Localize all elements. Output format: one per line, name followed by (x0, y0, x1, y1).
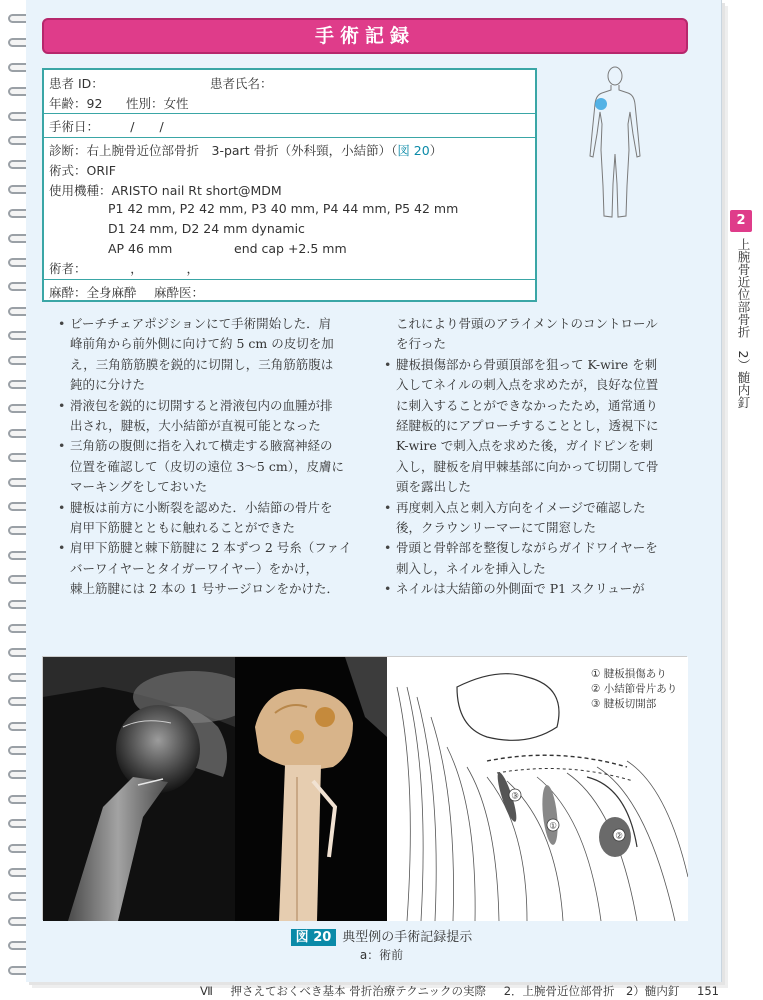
xray-image (43, 657, 235, 921)
record-section-patient (44, 70, 535, 114)
figure-panel (42, 656, 687, 920)
text-line: 出され，腱板，大小結節が直視可能となった (70, 418, 321, 434)
surgery-record-box (42, 68, 537, 302)
legend-item-3: ③ 腱板切開部 (591, 698, 657, 710)
diagram-marker-1: ① (549, 821, 557, 832)
text-line: • ネイルは大結節の外側面で P1 スクリューが (384, 579, 684, 599)
text-line: バーワイヤーとタイガーワイヤー）をかけ， (70, 560, 319, 576)
patient-id: 患者 ID： (49, 76, 104, 91)
patient-sex: 性別：女性 (126, 96, 189, 111)
text-line: 肩甲下筋腱とともに触れることができた (70, 520, 296, 536)
text-line: 頭を露出した (396, 479, 472, 495)
text-line: • 滑液包を鋭的に切開すると滑液包内の血腫が排 (58, 396, 358, 416)
diagnosis-text: 診断：右上腕骨近位部骨折 3-part 骨折（外科頸，小結節）（ (49, 143, 398, 158)
footer-part-number: Ⅶ (200, 984, 213, 998)
marked-shoulder (595, 98, 607, 110)
footer-part-title: 押さえておくべき基本 骨折治療テクニックの実際 (230, 984, 487, 998)
diagram-marker-3: ③ (511, 791, 519, 802)
ct-3d-image (235, 657, 387, 921)
anesthesiologist: 麻酔医： (154, 285, 205, 300)
record-section-anesthesia (44, 280, 535, 302)
text-line: K-wire で刺入点を求めた後，ガイドピンを刺 (396, 438, 653, 454)
text-line: 鈍的に分けた (70, 377, 146, 393)
record-section-details (44, 138, 535, 280)
text-line: に刺入することができなかったため，通常通り (396, 397, 659, 413)
figure-link[interactable]: 図 20 (397, 143, 430, 158)
text-line: 峰前角から前外側に向けて約 5 cm の皮切を加 (70, 336, 334, 352)
text-line: 入してネイルの刺入点を求めたが，良好な位置 (396, 377, 659, 393)
text-line: • 骨頭と骨幹部を整復しながらガイドワイヤーを (384, 538, 684, 558)
text-line: 入し，腱板を肩甲棘基部に向かって切開して骨 (396, 458, 659, 474)
section-title: 手術記録 (314, 25, 415, 47)
text-line: • 腱板は前方に小断裂を認めた．小結節の骨片を (58, 498, 358, 518)
text-line: 位置を確認して（皮切の遠位 3～5 cm），皮膚に (70, 458, 344, 474)
legend-item-1: ① 腱板損傷あり (591, 668, 667, 680)
page-number: 151 (697, 984, 719, 998)
figure-caption (0, 926, 763, 945)
procedure: 術式：ORIF (49, 163, 116, 178)
device: 使用機種：ARISTO nail Rt short@MDM (49, 183, 282, 198)
diagnosis (49, 141, 442, 159)
text-line: 経腱板的にアプローチすることとし，透視下に (396, 418, 659, 434)
text-column-left (58, 314, 358, 600)
device-line-3b: end cap +2.5 mm (234, 241, 347, 256)
surgery-date: 手術日： / / (49, 119, 164, 134)
body-outline-figure (580, 64, 650, 224)
patient-age: 年齢：92 (49, 96, 103, 111)
text-line: • 三角筋の腹側に指を入れて横走する腋窩神経の (58, 436, 358, 456)
record-section-date (44, 114, 535, 138)
patient-name: 患者氏名： (210, 76, 273, 91)
schematic-diagram (387, 657, 688, 921)
text-column-right (384, 314, 684, 600)
page-footer (200, 983, 733, 999)
text-line: 刺入し，ネイルを挿入した (396, 560, 546, 576)
text-line: 後，クラウンリーマーにて開窓した (396, 520, 597, 536)
legend-item-2: ② 小結節骨片あり (591, 683, 678, 695)
text-line: • 肩甲下筋腱と棘下筋腱に 2 本ずつ 2 号糸（ファイ (58, 538, 358, 558)
text-line: • ビーチチェアポジションにて手術開始した．肩 (58, 314, 358, 334)
figure-caption-text: 典型例の手術記録提示 (342, 930, 473, 945)
figure-subcaption: a：術前 (359, 948, 404, 962)
text-line: これにより骨頭のアライメントのコントロール (396, 316, 658, 331)
text-line: • 腱板損傷部から骨頭頂部を狙って K-wire を刺 (384, 355, 684, 375)
section-header (42, 18, 688, 54)
device-line-2: D1 24 mm, D2 24 mm dynamic (108, 221, 305, 236)
footer-chapter: 2．上腕骨近位部骨折 2）髄内釘 (503, 984, 680, 998)
chapter-tab: 2 (730, 210, 752, 232)
diagnosis-end: ） (429, 143, 443, 158)
diagram-marker-2: ② (615, 831, 623, 842)
chapter-side-label: 上腕骨近位部骨折 2）髄内釘 (736, 238, 751, 409)
text-line: 棘上筋腱には 2 本の 1 号サージロンをかけた． (70, 581, 340, 597)
text-line: マーキングをしておいた (70, 479, 208, 495)
text-line: え，三角筋筋膜を鋭的に切開し，三角筋筋腹は (70, 356, 334, 372)
surgeon: 術者： ， ， (49, 261, 200, 276)
text-line: を行った (396, 336, 447, 352)
figure-number: 図 20 (291, 929, 337, 946)
diagram-legend (591, 667, 677, 712)
device-line-1: P1 42 mm, P2 42 mm, P3 40 mm, P4 44 mm, P5 42 mm (108, 201, 459, 216)
anesthesia: 麻酔：全身麻酔 (49, 285, 137, 300)
text-line: • 再度刺入点と刺入方向をイメージで確認した (384, 498, 684, 518)
device-line-3a: AP 46 mm (108, 241, 173, 256)
